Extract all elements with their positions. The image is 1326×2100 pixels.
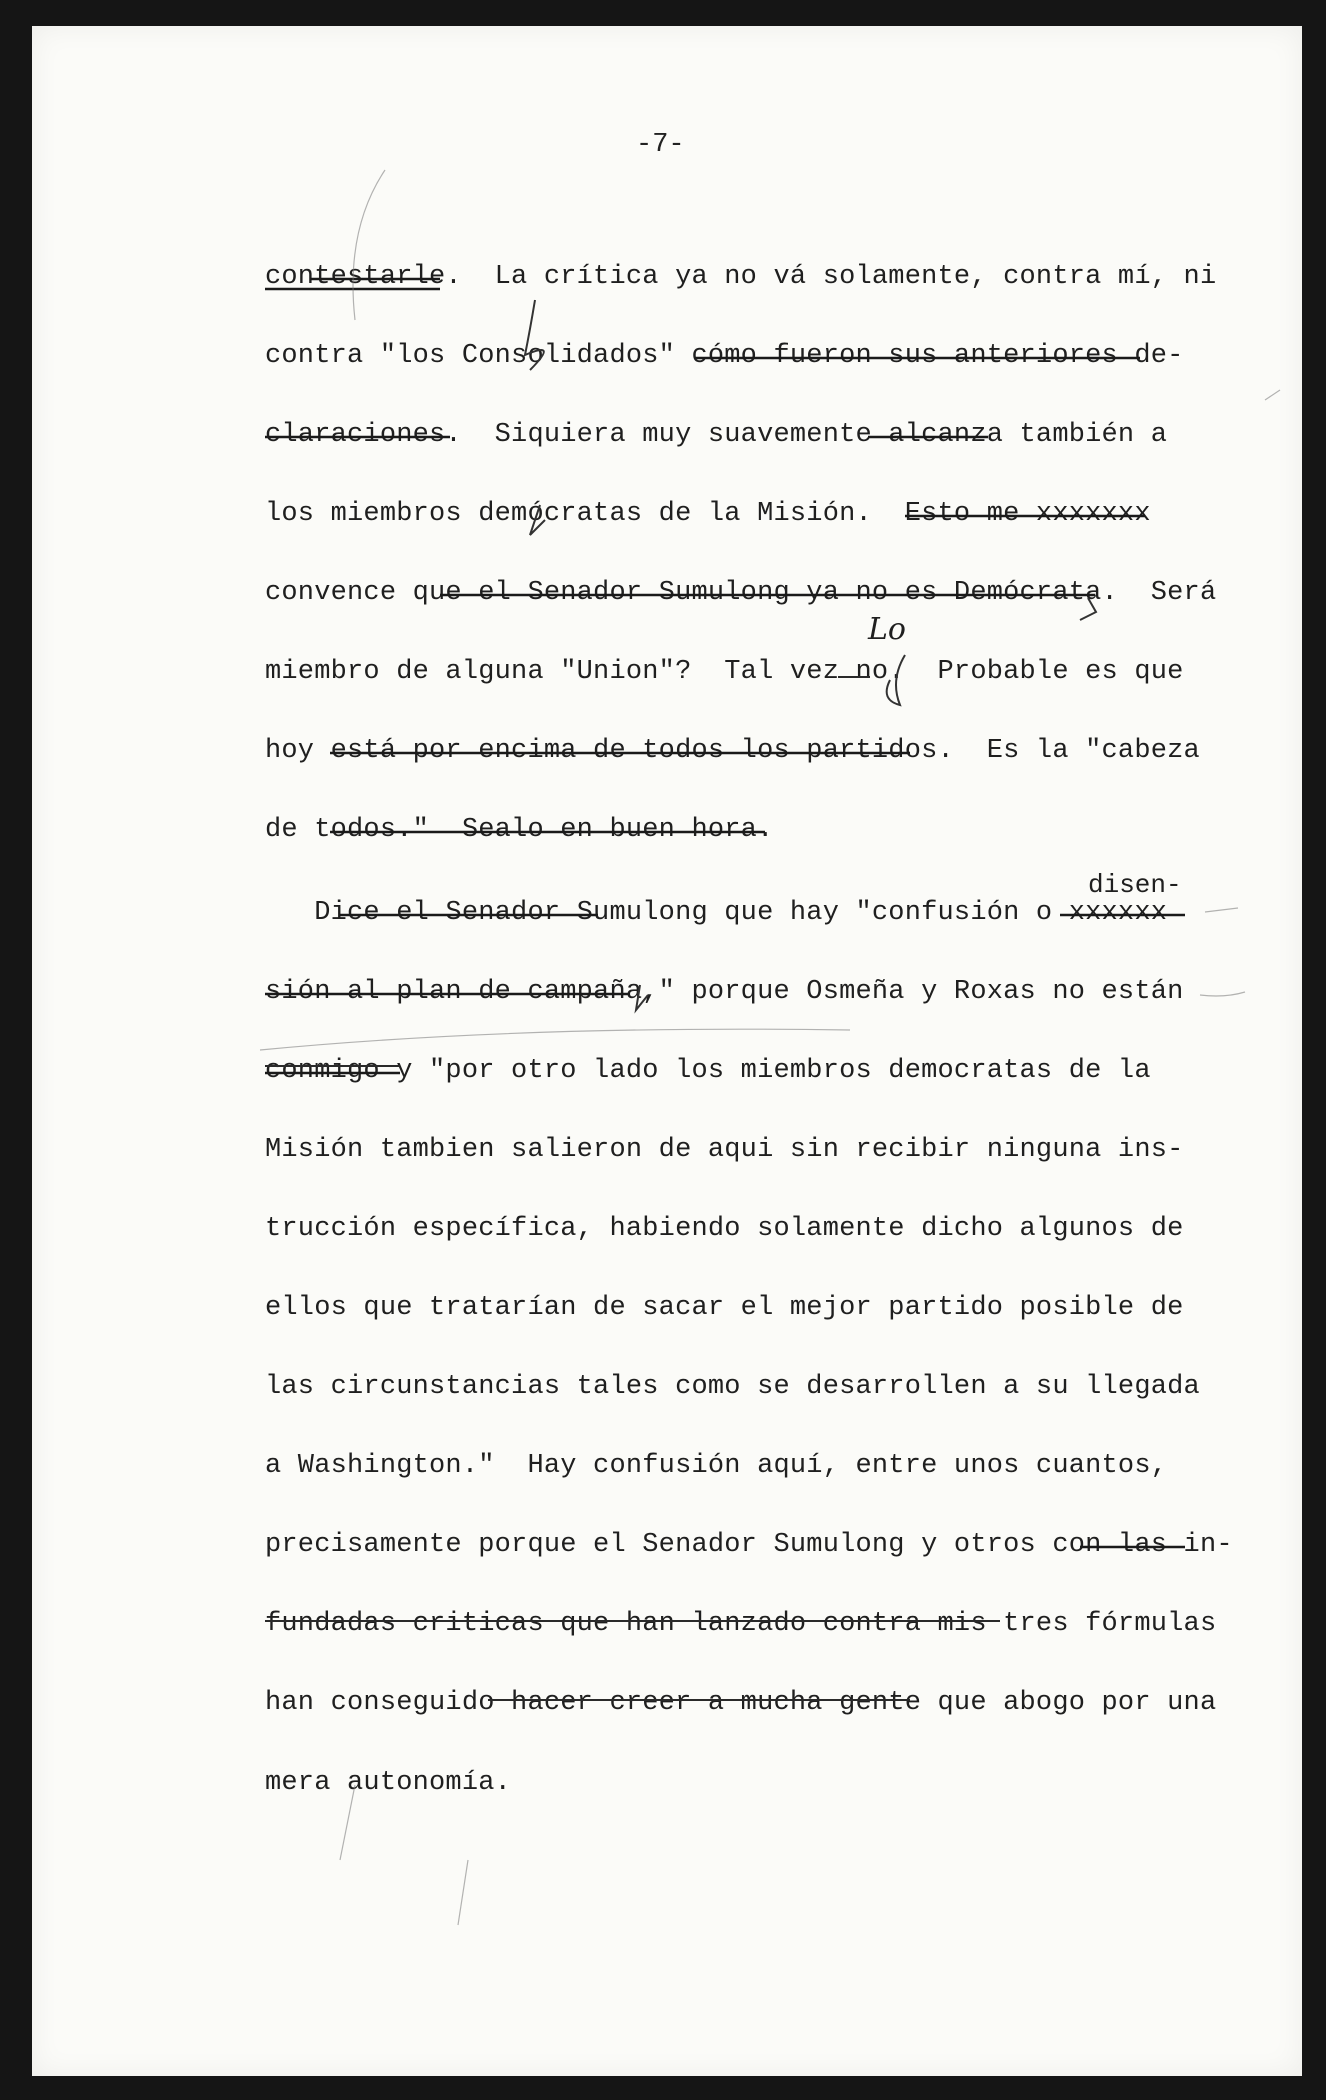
text-line-15: las circunstancias tales como se desarrollen a su llegada bbox=[265, 1372, 1200, 1402]
text-line-13: trucción específica, habiendo solamente dicho algunos de bbox=[265, 1214, 1184, 1244]
text-line-19: han conseguido hacer creer a mucha gente que abogo por una bbox=[265, 1688, 1217, 1718]
text-line-14: ellos que tratarían de sacar el mejor partido posible de bbox=[265, 1293, 1184, 1323]
text-line-16: a Washington." Hay confusión aquí, entre unos cuantos, bbox=[265, 1451, 1168, 1481]
text-line-11: conmigo y "por otro lado los miembros democratas de la bbox=[265, 1056, 1151, 1086]
page-number: -7- bbox=[636, 130, 685, 160]
text-line-5: convence que el Senador Sumulong ya no es Demócrata. Será bbox=[265, 578, 1217, 608]
text-line-20: mera autonomía. bbox=[265, 1768, 512, 1798]
text-line-1: contestarle. La crítica ya no vá solamente, contra mí, ni bbox=[265, 262, 1217, 292]
insertion-disension: disen- bbox=[1088, 870, 1182, 900]
text-line-2: contra "los Consolidados" cómo fueron sus anteriores de- bbox=[265, 341, 1184, 371]
text-line-12: Misión tambien salieron de aqui sin recibir ninguna ins- bbox=[265, 1135, 1184, 1165]
text-line-3: claraciones. Siquiera muy suavemente alcanza también a bbox=[265, 420, 1168, 450]
text-line-10: sión al plan de campaña," porque Osmeña y Roxas no están bbox=[265, 977, 1184, 1007]
text-line-9: Dice el Senador Sumulong que hay "confusión o xxxxxx bbox=[265, 898, 1168, 928]
text-line-8: de todos." Sealo en buen hora. bbox=[265, 815, 774, 845]
insertion-lo: Lo bbox=[868, 612, 906, 647]
text-line-18: fundadas criticas que han lanzado contra mis tres fórmulas bbox=[265, 1609, 1217, 1639]
text-line-6: miembro de alguna "Union"? Tal vez no. Probable es que bbox=[265, 657, 1184, 687]
text-line-17: precisamente porque el Senador Sumulong y otros con las in- bbox=[265, 1530, 1233, 1560]
text-line-7: hoy está por encima de todos los partidos. Es la "cabeza bbox=[265, 736, 1200, 766]
document-page bbox=[32, 26, 1302, 2076]
text-line-4: los miembros demócratas de la Misión. Esto me xxxxxxx bbox=[265, 499, 1151, 529]
